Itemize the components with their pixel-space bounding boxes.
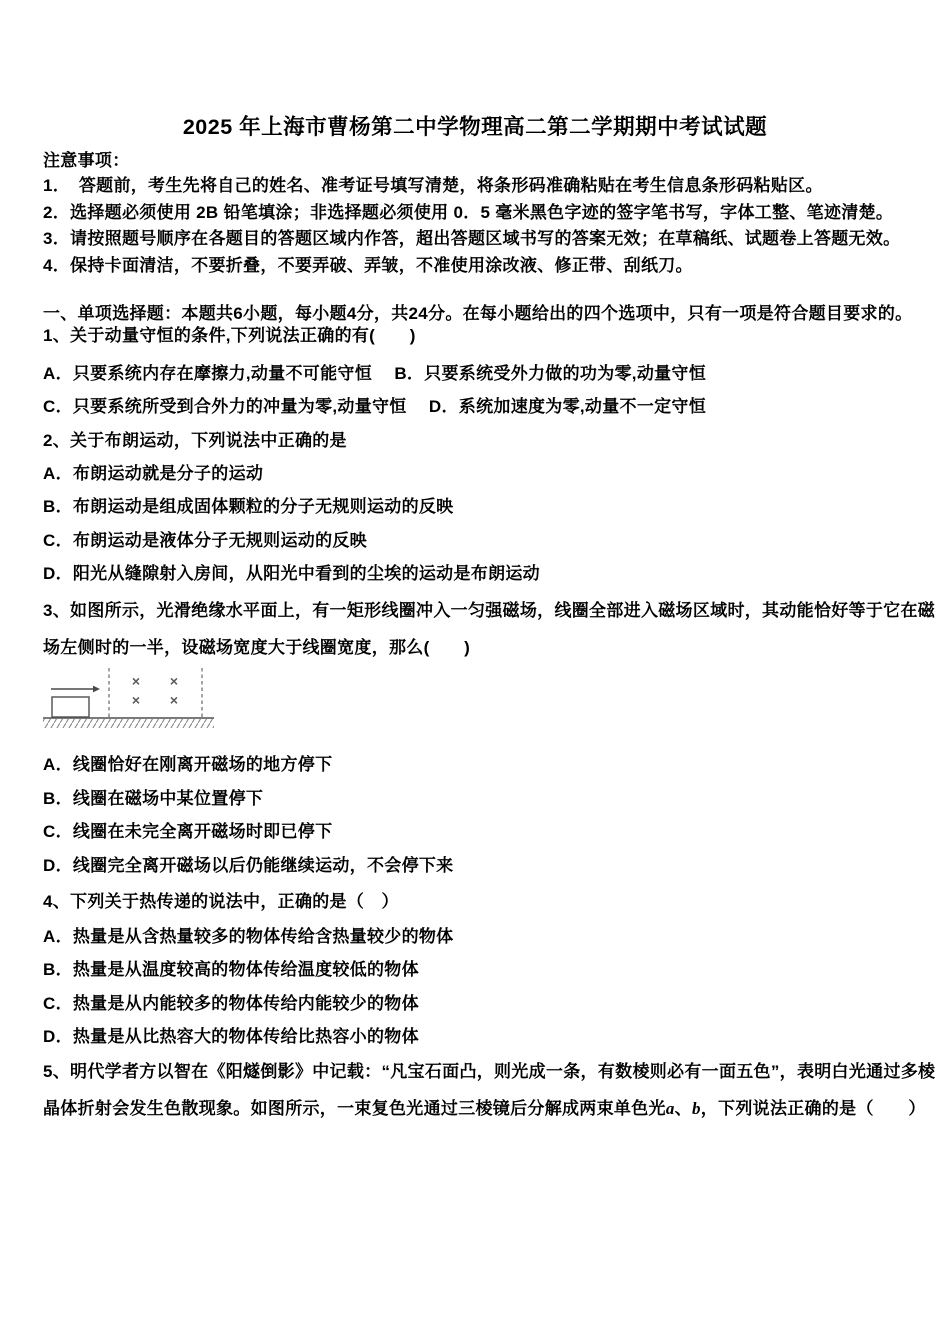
question-4-option-d: D．热量是从比热容大的物体传给比热容小的物体 (43, 1027, 419, 1046)
notice-heading: 注意事项： (43, 151, 130, 170)
notice-item-1: 1． 答题前，考生先将自己的姓名、准考证号填写清楚，将条形码准确粘贴在考生信息条形码粘贴区。 (43, 176, 823, 195)
question-4-option-b: B．热量是从温度较高的物体传给温度较低的物体 (43, 960, 419, 979)
page-title: 2025 年上海市曹杨第二中学物理高二第二学期期中考试试题 (182, 115, 768, 139)
question-5-stem-line2 (43, 1098, 926, 1119)
field-cross-icon: × (169, 692, 179, 708)
question-4-option-a: A．热量是从含热量较多的物体传给含热量较少的物体 (43, 927, 454, 946)
notice-item-3: 3．请按照题号顺序在各题目的答题区域内作答，超出答题区域书写的答案无效；在草稿纸、试题卷上答题无效。 (43, 229, 901, 248)
section-heading: 一、单项选择题：本题共6小题，每小题4分，共24分。在每小题给出的四个选项中，只有一项是符合题目要求的。 (43, 304, 913, 323)
ground-hatching (43, 719, 214, 728)
light-ray-a-label: a (665, 1099, 675, 1118)
field-cross-icon: × (169, 673, 179, 689)
question-4-option-c: C．热量是从内能较多的物体传给内能较少的物体 (43, 994, 419, 1013)
question-2-option-a: A．布朗运动就是分子的运动 (43, 464, 264, 483)
question-3-stem-line1: 3、如图所示，光滑绝缘水平面上，有一矩形线圈冲入一匀强磁场，线圈全部进入磁场区域时，其动能恰好等于它在磁 (43, 601, 936, 620)
field-cross-icon: × (131, 673, 141, 689)
notice-item-4: 4．保持卡面清洁，不要折叠，不要弄破、弄皱，不准使用涂改液、修正带、刮纸刀。 (43, 256, 693, 275)
question-2-option-b: B．布朗运动是组成固体颗粒的分子无规则运动的反映 (43, 497, 454, 516)
question-3-option-c: C．线圈在未完全离开磁场时即已停下 (43, 822, 333, 841)
question-2-option-d: D．阳光从缝隙射入房间，从阳光中看到的尘埃的运动是布朗运动 (43, 564, 540, 583)
stem-separator: 、 (674, 1099, 692, 1118)
field-cross-icon: × (131, 692, 141, 708)
question-1-options-cd: C．只要系统所受到合外力的冲量为零,动量守恒 D．系统加速度为零,动量不一定守恒 (43, 397, 707, 416)
question-3-stem-line2: 场左侧时的一半，设磁场宽度大于线圈宽度，那么( ) (43, 638, 471, 657)
question3-figure (42, 663, 222, 731)
question-1-options-ab: A．只要系统内存在摩擦力,动量不可能守恒 B．只要系统受外力做的功为零,动量守恒 (43, 364, 707, 383)
question-1-stem: 1、关于动量守恒的条件,下列说法正确的有( ) (43, 326, 416, 345)
question-2-option-c: C．布朗运动是液体分子无规则运动的反映 (43, 531, 367, 550)
stem-text-pre: 晶体折射会发生色散现象。如图所示，一束复色光通过三棱镜后分解成两束单色光 (43, 1099, 666, 1118)
stem-text-post: ，下列说法正确的是（ ） (700, 1099, 926, 1118)
notice-item-2: 2．选择题必须使用 2B 铅笔填涂；非选择题必须使用 0．5 毫米黑色字迹的签字笔书写，字体工整、笔迹清楚。 (43, 203, 894, 222)
question-2-stem: 2、关于布朗运动，下列说法中正确的是 (43, 431, 347, 450)
question-3-option-d: D．线圈完全离开磁场以后仍能继续运动，不会停下来 (43, 856, 454, 875)
question-3-option-b: B．线圈在磁场中某位置停下 (43, 789, 264, 808)
question-3-option-a: A．线圈恰好在刚离开磁场的地方停下 (43, 755, 333, 774)
light-ray-b-label: b (691, 1099, 701, 1118)
velocity-arrow (51, 686, 100, 693)
coil-block (52, 697, 89, 717)
question-4-stem: 4、下列关于热传递的说法中，正确的是（ ） (43, 892, 399, 911)
question-5-stem-line1: 5、明代学者方以智在《阳燧倒影》中记载：“凡宝石面凸，则光成一条，有数棱则必有一面五色”，表明白光通过多棱 (43, 1062, 936, 1081)
